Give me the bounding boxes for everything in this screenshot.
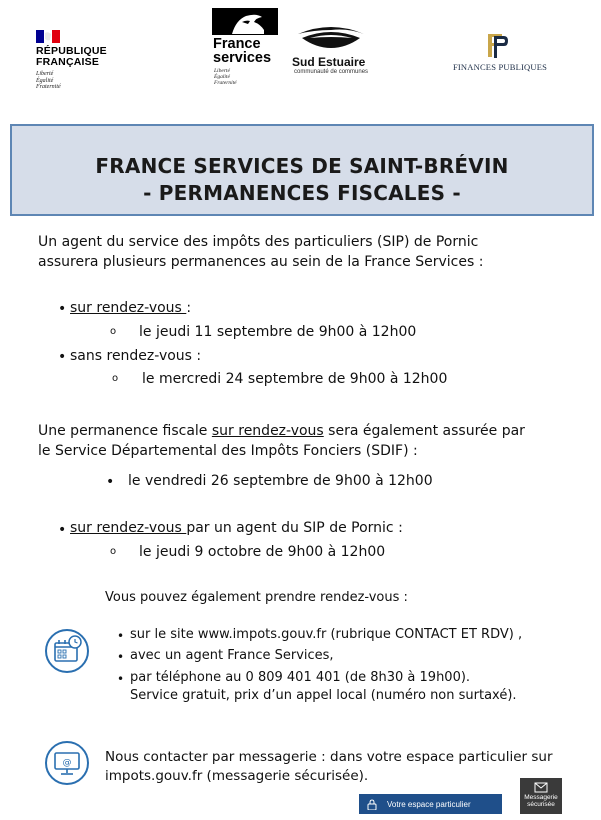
bullet-dot-icon: • bbox=[58, 349, 67, 365]
republique-name-line1: RÉPUBLIQUE bbox=[36, 45, 107, 57]
bullet-dot-icon: • bbox=[117, 650, 125, 664]
sip-item1-label-text: sur rendez-vous bbox=[70, 300, 187, 316]
rdv-item-3-line-2: Service gratuit, prix d’un appel local (numéro non surtaxé). bbox=[130, 688, 517, 703]
messagerie-securisee-button[interactable] bbox=[520, 778, 562, 814]
bullet-dot-icon: • bbox=[117, 672, 125, 686]
marianne-flag-icon bbox=[36, 30, 60, 43]
sip-item2-label: sans rendez-vous : bbox=[70, 348, 202, 364]
rdv-item-2: avec un agent France Services, bbox=[130, 648, 334, 663]
svg-text:@: @ bbox=[62, 758, 72, 768]
bullet-dot-icon: • bbox=[58, 522, 67, 538]
sdif-line-1 bbox=[38, 421, 525, 441]
title-banner bbox=[10, 124, 594, 216]
circle-bullet-icon: o bbox=[110, 326, 117, 337]
rdv-heading: Vous pouvez également prendre rendez-vous : bbox=[105, 590, 408, 605]
sud-estuaire-subtitle: communauté de communes bbox=[294, 69, 369, 75]
contact-line-2: impots.gouv.fr (messagerie sécurisée). bbox=[105, 768, 369, 784]
sip-octobre-label bbox=[70, 518, 403, 538]
circle-bullet-icon: o bbox=[112, 373, 119, 384]
sip-item1-label bbox=[70, 298, 191, 318]
page-title: FRANCE SERVICES DE SAINT-BRÉVIN bbox=[95, 154, 509, 178]
republique-motto-3: Fraternité bbox=[36, 84, 61, 90]
calendar-clock-icon bbox=[44, 628, 90, 674]
sdif-line-2: le Service Départemental des Impôts Fonciers (SDIF) : bbox=[38, 443, 418, 459]
messagerie-label-line2: sécurisée bbox=[527, 801, 555, 808]
intro-line-1: Un agent du service des impôts des particuliers (SIP) de Pornic bbox=[38, 234, 479, 250]
bullet-dot-icon: • bbox=[117, 629, 125, 643]
envelope-lock-icon bbox=[534, 781, 548, 793]
sdif-line-1-start: Une permanence fiscale bbox=[38, 423, 212, 439]
bullet-dot-icon: • bbox=[106, 474, 115, 490]
sip-item1-colon: : bbox=[186, 300, 192, 316]
rdv-item-1: sur le site www.impots.gouv.fr (rubrique CONTACT ET RDV) , bbox=[130, 627, 523, 642]
sdif-line-1-underlined: sur rendez-vous bbox=[211, 423, 324, 439]
logo-header bbox=[0, 0, 601, 100]
page-subtitle: - PERMANENCES FISCALES - bbox=[143, 181, 461, 205]
france-services-motto-3: Fraternité bbox=[214, 80, 237, 86]
sip-octobre-date: le jeudi 9 octobre de 9h00 à 12h00 bbox=[139, 544, 386, 560]
sud-estuaire-name: Sud Estuaire bbox=[292, 55, 366, 69]
sip-item1-date: le jeudi 11 septembre de 9h00 à 12h00 bbox=[139, 324, 417, 340]
sdif-line-1-end: sera également assurée par bbox=[323, 423, 525, 439]
republique-motto-1: Liberté bbox=[36, 71, 54, 77]
france-services-marianne-icon bbox=[212, 8, 278, 35]
sip-octobre-label-rest: par un agent du SIP de Pornic : bbox=[186, 520, 403, 536]
sud-estuaire-wave-icon bbox=[296, 24, 366, 50]
contact-line-1: Nous contacter par messagerie : dans votre espace particulier sur bbox=[105, 749, 553, 765]
rdv-item-3-line-1: par téléphone au 0 809 401 401 (de 8h30 à 19h00). bbox=[130, 670, 471, 685]
lock-icon bbox=[367, 799, 377, 810]
sdif-date: le vendredi 26 septembre de 9h00 à 12h00 bbox=[128, 473, 433, 489]
finances-publiques-monogram-icon bbox=[480, 30, 510, 60]
france-services-line1: France bbox=[213, 36, 261, 52]
messagerie-label-line1: Messagerie bbox=[524, 794, 558, 801]
intro-line-2: assurera plusieurs permanences au sein de la France Services : bbox=[38, 254, 484, 270]
republique-motto-2: Égalité bbox=[36, 77, 54, 84]
espace-particulier-button[interactable] bbox=[359, 794, 502, 814]
circle-bullet-icon: o bbox=[110, 546, 117, 557]
finances-publiques-name: FINANCES PUBLIQUES bbox=[452, 62, 548, 72]
espace-particulier-label: Votre espace particulier bbox=[387, 799, 471, 809]
republique-name-line2: FRANÇAISE bbox=[36, 56, 100, 68]
sip-octobre-label-underlined: sur rendez-vous bbox=[70, 520, 187, 536]
sip-item2-date: le mercredi 24 septembre de 9h00 à 12h00 bbox=[142, 371, 448, 387]
bullet-dot-icon: • bbox=[58, 301, 67, 317]
france-services-motto-1: Liberté bbox=[214, 68, 230, 74]
france-services-line2: services bbox=[213, 50, 272, 66]
computer-email-icon bbox=[44, 740, 90, 786]
france-services-motto-2: Égalité bbox=[214, 74, 230, 80]
